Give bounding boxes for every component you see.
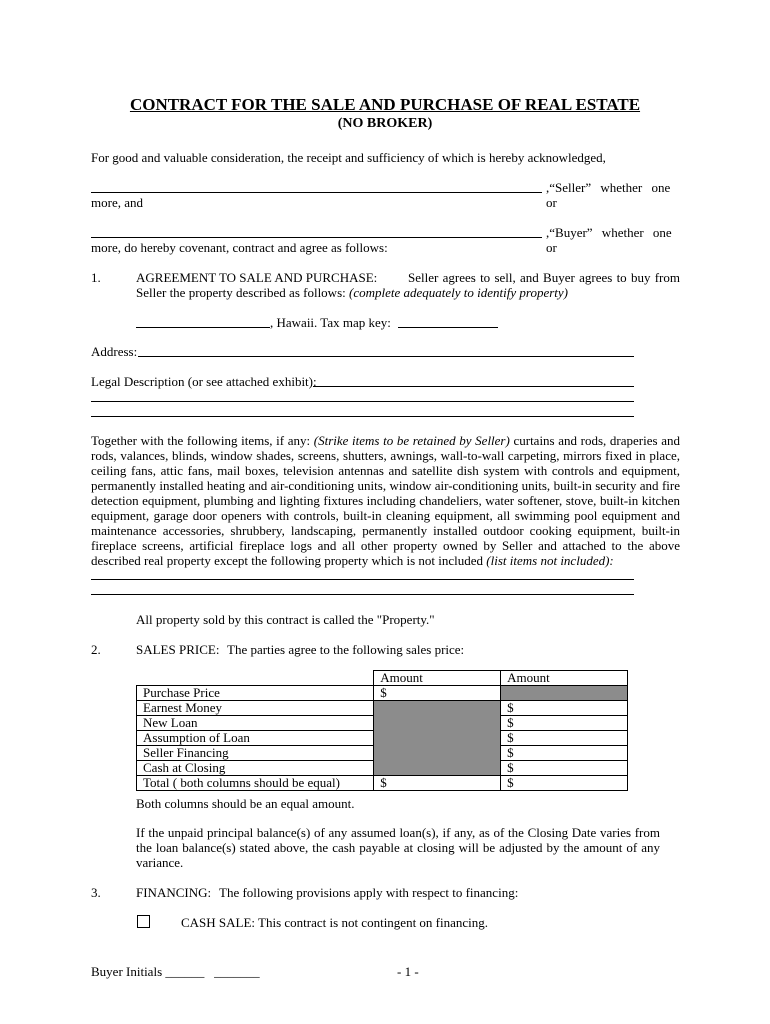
section1-text: Seller agrees to sell, and Buyer agrees to buy from [408,270,680,285]
table-row [137,776,628,791]
row-label-assumption-of-loan: Assumption of Loan [137,731,374,746]
section1-number: 1. [91,270,101,285]
seller-financing-amount[interactable]: $ [501,746,628,761]
seller-label [546,180,680,210]
row-label-new-loan: New Loan [137,716,374,731]
cash-at-closing-amount[interactable]: $ [501,761,628,776]
legal-description-line-2[interactable] [91,401,634,402]
section3-text: The following provisions apply with respect to financing: [219,885,519,900]
table-header-amount-2: Amount [501,671,628,686]
shaded-cell-block [374,701,501,776]
buyer-continuation: more, do hereby covenant, contract and agree as follows: [91,240,388,255]
address-field[interactable] [138,356,634,357]
seller-name-field[interactable] [91,192,542,193]
table-header-blank [137,671,374,686]
total-amount-2[interactable]: $ [501,776,628,791]
cash-sale-checkbox[interactable] [137,915,150,928]
earnest-money-amount[interactable]: $ [501,701,628,716]
seller-suffix: ,“Seller” whether one or [546,180,671,210]
table-row [137,686,628,701]
legal-description-label: Legal Description (or see attached exhibit): [91,374,317,389]
legal-description-field[interactable] [313,386,634,387]
section2-text: The parties agree to the following sales price: [227,642,465,657]
section1-line2-italic: (complete adequately to identify property) [349,285,569,300]
page-subtitle: (NO BROKER) [337,116,433,131]
table-row [137,701,628,716]
tax-map-key-field[interactable] [398,327,498,328]
page-number: - 1 - [397,964,419,979]
section3-number: 3. [91,885,101,900]
row-label-total: Total ( both columns should be equal) [137,776,374,791]
total-amount-1[interactable]: $ [374,776,501,791]
items-lead: Together with the following items, if any: [91,433,314,448]
items-tail-italic: (list items not included): [486,553,614,568]
items-lead-italic: (Strike items to be retained by Seller) [313,433,510,448]
section1-line2-text: Seller the property described as follows: [136,285,349,300]
table-header-row [137,671,628,686]
intro-text: For good and valuable consideration, the receipt and sufficiency of which is hereby acknowledged, [91,150,606,165]
purchase-price-shaded-cell [501,686,628,701]
assumption-of-loan-amount[interactable]: $ [501,731,628,746]
buyer-suffix: ,“Buyer” whether one or [546,225,672,255]
row-label-seller-financing: Seller Financing [137,746,374,761]
section1-line2 [136,285,568,300]
section3-heading: FINANCING: [136,885,212,900]
included-items-paragraph [91,433,680,568]
county-field[interactable] [136,327,270,328]
items-body: curtains and rods, draperies and rods, valances, blinds, window shades, screens, shutters, awnings, wall-to-wall carpeting, mirrors fixed in place, ceiling fans, attic fans, mail boxes, television antennas and satellite dish system with controls and equipment, permanently installed heating and air-conditioning units, window air-conditioning units, built-in security and fire detection equipment, plumbing and lighting fixtures including chandeliers, water softener, stove, built-in kitchen equipment, garage door openers with controls, built-in cleaning equipment, all swimming pool equipment and maintenance accessories, shrubbery, landscaping, permanently installed outdoor cooking equipment, built-in fireplace screens, artificial fireplace logs and all other property owned by Seller and attached to the above described real property except the following property which is not included [91,433,680,568]
purchase-price-amount[interactable]: $ [374,686,501,701]
row-label-purchase-price: Purchase Price [137,686,374,701]
cash-sale-label: CASH SALE: This contract is not contingent on financing. [181,915,489,930]
address-label: Address: [91,344,138,359]
table-header-amount-1: Amount [374,671,501,686]
new-loan-amount[interactable]: $ [501,716,628,731]
buyer-name-field[interactable] [91,237,542,238]
excluded-items-line-2[interactable] [91,594,634,595]
excluded-items-line-1[interactable] [91,579,634,580]
sales-price-table [136,670,628,791]
buyer-initials: Buyer Initials ______ _______ [91,964,260,979]
section2-number: 2. [91,642,101,657]
hawaii-tax-label: , Hawaii. Tax map key: [270,315,391,330]
section1-heading: AGREEMENT TO SALE AND PURCHASE: [136,270,378,285]
row-label-earnest-money: Earnest Money [137,701,374,716]
equal-amount-note: Both columns should be an equal amount. [136,796,355,811]
page-title: CONTRACT FOR THE SALE AND PURCHASE OF REAL ESTATE [129,95,641,114]
legal-description-line-3[interactable] [91,416,634,417]
seller-continuation: more, and [91,195,143,210]
section2-heading: SALES PRICE: [136,642,220,657]
row-label-cash-at-closing: Cash at Closing [137,761,374,776]
property-statement: All property sold by this contract is called the "Property." [136,612,435,627]
variance-paragraph: If the unpaid principal balance(s) of any assumed loan(s), if any, as of the Closing Date varies from the loan balance(s) stated above, the cash payable at closing will be adjusted by the amount of any variance. [136,825,660,870]
